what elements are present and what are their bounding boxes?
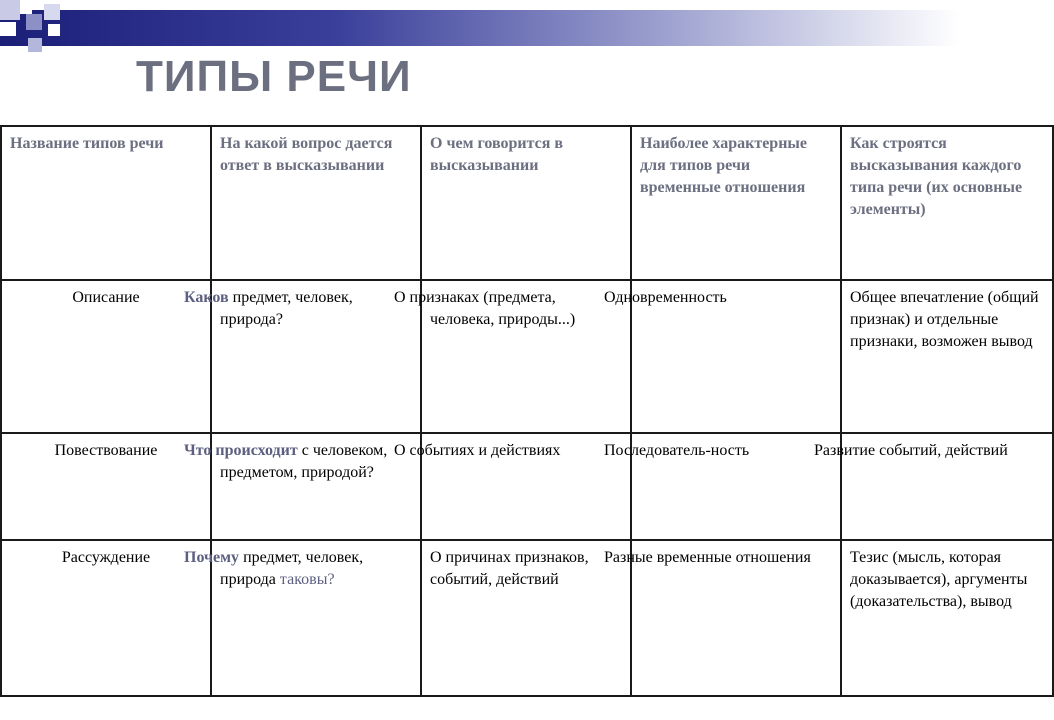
- decorative-square: [48, 24, 60, 36]
- question-rest: предмет, человек, природа?: [220, 289, 353, 328]
- type-name-cell: Рассуждение: [1, 540, 211, 696]
- speech-types-table: [0, 125, 1054, 697]
- question-cell: [184, 433, 421, 540]
- question-rest: с человеком, предметом, природой?: [220, 442, 388, 481]
- page-title: ТИПЫ РЕЧИ: [136, 52, 412, 101]
- decorative-square: [20, 0, 32, 14]
- header-about: О чем говорится в высказывании: [421, 126, 631, 280]
- structure-cell: Тезис (мысль, которая доказывается), аргументы (доказательства), вывод: [841, 540, 1053, 696]
- header-question: На какой вопрос дается ответ в высказывании: [211, 126, 421, 280]
- time-cell: Разные временные отношения: [631, 540, 841, 696]
- question-key: Почему: [184, 549, 240, 566]
- question-tail: таковы?: [279, 571, 335, 588]
- decorative-top-bar: [0, 10, 960, 46]
- header-type-name: Название типов речи: [1, 126, 211, 280]
- time-cell: Последователь-ность: [631, 433, 841, 540]
- decorative-square: [26, 14, 42, 30]
- table-header-row: [1, 126, 1053, 280]
- time-cell: Одновременность: [631, 280, 841, 433]
- header-structure: Как строятся высказывания каждого типа речи (их основные элементы): [841, 126, 1053, 280]
- question-cell: [184, 280, 421, 433]
- table-row: [1, 540, 1053, 696]
- decorative-square: [44, 4, 60, 20]
- decorative-square: [28, 38, 42, 52]
- structure-cell: Развитие событий, действий: [841, 433, 1053, 540]
- table-row: [1, 280, 1053, 433]
- structure-cell: Общее впечатление (общий признак) и отдельные признаки, возможен вывод: [841, 280, 1053, 433]
- question-rest: предмет, человек, природа: [220, 549, 364, 588]
- question-key: Что происходит: [184, 442, 298, 459]
- type-name-cell: Повествование: [1, 433, 211, 540]
- about-cell: О событиях и действиях: [421, 433, 631, 540]
- type-name-cell: Описание: [1, 280, 211, 433]
- about-cell: О признаках (предмета, человека, природы...): [421, 280, 631, 433]
- decorative-square: [0, 22, 16, 36]
- question-key: Каков: [184, 289, 229, 306]
- decorative-square: [0, 0, 20, 20]
- about-cell: О причинах признаков, событий, действий: [421, 540, 631, 696]
- table-row: [1, 433, 1053, 540]
- header-time-relations: Наиболее характерные для типов речи временные отношения: [631, 126, 841, 280]
- question-cell: [184, 540, 421, 696]
